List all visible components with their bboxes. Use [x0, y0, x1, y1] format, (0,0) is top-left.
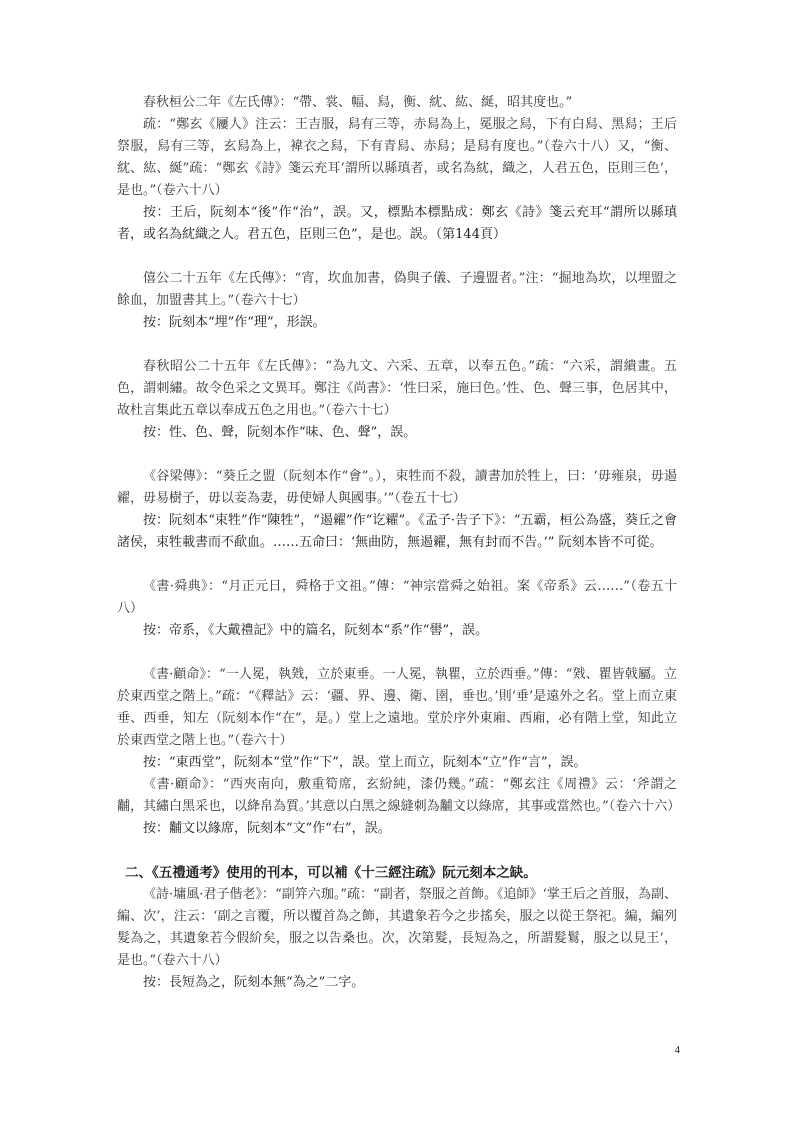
page-body — [117, 92, 681, 994]
paragraph-gap — [117, 840, 677, 862]
note-paragraph: 按：黼文以緣席，阮刻本“文”作“右”，誤。 — [143, 821, 391, 836]
quotation-paragraph: 《書·顧命》：“一人冕，執戣，立於東垂。一人冕，執瞿，立於西垂。”傳：“戣、瞿皆戟屬。立於東西堂之階上。”疏：“《釋詁》云：‘疆、界、邊、衛、圉，垂也。’則‘垂’是遠外之名。堂上而立東垂、西垂，知左（阮刻本作“在”，是。）堂上之遠地。堂於序外東廂、西廂，必有階上堂，知此立於東西堂之階上也。”（卷六十） — [117, 667, 677, 748]
quotation-paragraph: 《詩·墉風·君子偕老》：“副笄六珈。”疏：“副者，祭服之首飾。《追師》‘掌王后之首服，為副、編、次’，注云：‘副之言覆，所以覆首為之飾，其遺象若今之步搖矣，服之以從王祭祀。編，編列髮為之，其遺象若今假紒矣，服之以告桑也。次，次第髮，長短為之，所謂髮鬄，服之以見王’，是也。”（卷六十八） — [117, 887, 677, 968]
note-paragraph: 按：長短為之，阮刻本無“為之”二字。 — [143, 975, 365, 990]
paragraph-gap — [117, 246, 677, 268]
quotation-paragraph: 《書·舜典》：“月正元日，舜格于文祖。”傳：“神宗當舜之始祖。案《帝系》云……”（卷五十八） — [117, 579, 677, 616]
note-paragraph: 按：“東西堂”，阮刻本“堂”作“下”，誤。堂上而立，阮刻本“立”作“言”，誤。 — [143, 755, 587, 770]
note-paragraph: 按：帝系，《大戴禮記》中的篇名，阮刻本“系”作“嚳”，誤。 — [143, 623, 489, 638]
quotation-paragraph: 僖公二十五年《左氏傳》：“宵，坎血加書，偽與子儀、子邊盟者。”注：“掘地為坎，以埋盟之餘血，加盟書其上。”（卷六十七） — [117, 271, 677, 308]
note-paragraph: 按：王后，阮刻本“後”作“治”，誤。又，標點本標點成：鄭玄《詩》箋云充耳“謂所以縣瑱者，或名為紞織之人。君五色，臣則三色”，是也。誤。（第144頁） — [117, 205, 677, 242]
quotation-paragraph: 《書·顧命》：“西夾南向，敷重筍席，玄紛純，漆仍幾。”疏：“鄭玄注《周禮》云：‘斧謂之黼，其繡白黑采也，以絳帛為質。’其意以白黑之線縫刺為黼文以綠席，其事或當然也。”（卷六十六） — [117, 777, 681, 814]
quotation-paragraph: 《谷梁傳》：“葵丘之盟（阮刻本作“會”。），束牲而不殺，讀書加於牲上，曰：‘毋雍泉，毋遏糴，毋易樹子，毋以妾為妻，毋使婦人與國事。’”（卷五十七） — [117, 469, 677, 506]
paragraph-gap — [117, 554, 677, 576]
section-heading: 二、《五禮通考》使用的刊本，可以補《十三經注疏》阮元刻本之缺。 — [125, 865, 537, 881]
note-paragraph: 按：阮刻本“束牲”作“陳牲”，“遏糴”作“讫糴”。《孟子·告子下》：“五霸，桓公為盛，葵丘之會諸侯，束牲載書而不歃血。……五命曰：‘無曲防，無遏糴，無有封而不告。’” 阮刻本皆不可從。 — [117, 513, 677, 550]
page-number: 4 — [674, 1044, 680, 1056]
quotation-paragraph: 春秋昭公二十五年《左氏傳》：“為九文、六采、五章，以奉五色。”疏：“六采，謂繢畫。五色，謂刺繡。故令色采之文異耳。鄭注《尚書》：‘性曰采，施曰色。’性、色、聲三事，色居其中，故杜言集此五章以奉成五色之用也。”（卷六十七） — [117, 359, 677, 418]
paragraph-gap — [117, 334, 677, 356]
paragraph-gap — [117, 444, 677, 466]
note-paragraph: 按：性、色、聲，阮刻本作“味、色、聲”，誤。 — [143, 425, 417, 440]
note-paragraph: 按：阮刻本“埋”作“理”，形誤。 — [143, 315, 326, 330]
quotation-paragraph: 疏：“鄭玄《屨人》注云：王吉服，舄有三等，赤舄為上，冕服之舄，下有白舄、黑舄；王后祭服，舄有三等，玄舄為上，褘衣之舄，下有青舄、赤舄；是舄有度也。”（卷六十八）又，“衡、紞、紘、綖”疏：“鄭玄《詩》箋云充耳‘謂所以縣瑱者，或名為紞，織之，人君五色，臣則三色’，是也。”（卷六十八） — [117, 117, 677, 198]
paragraph-gap — [117, 642, 677, 664]
quotation-paragraph: 春秋桓公二年《左氏傳》：“帶、裳、幅、舄，衡、紞、紘、綖，昭其度也。” — [143, 95, 573, 110]
